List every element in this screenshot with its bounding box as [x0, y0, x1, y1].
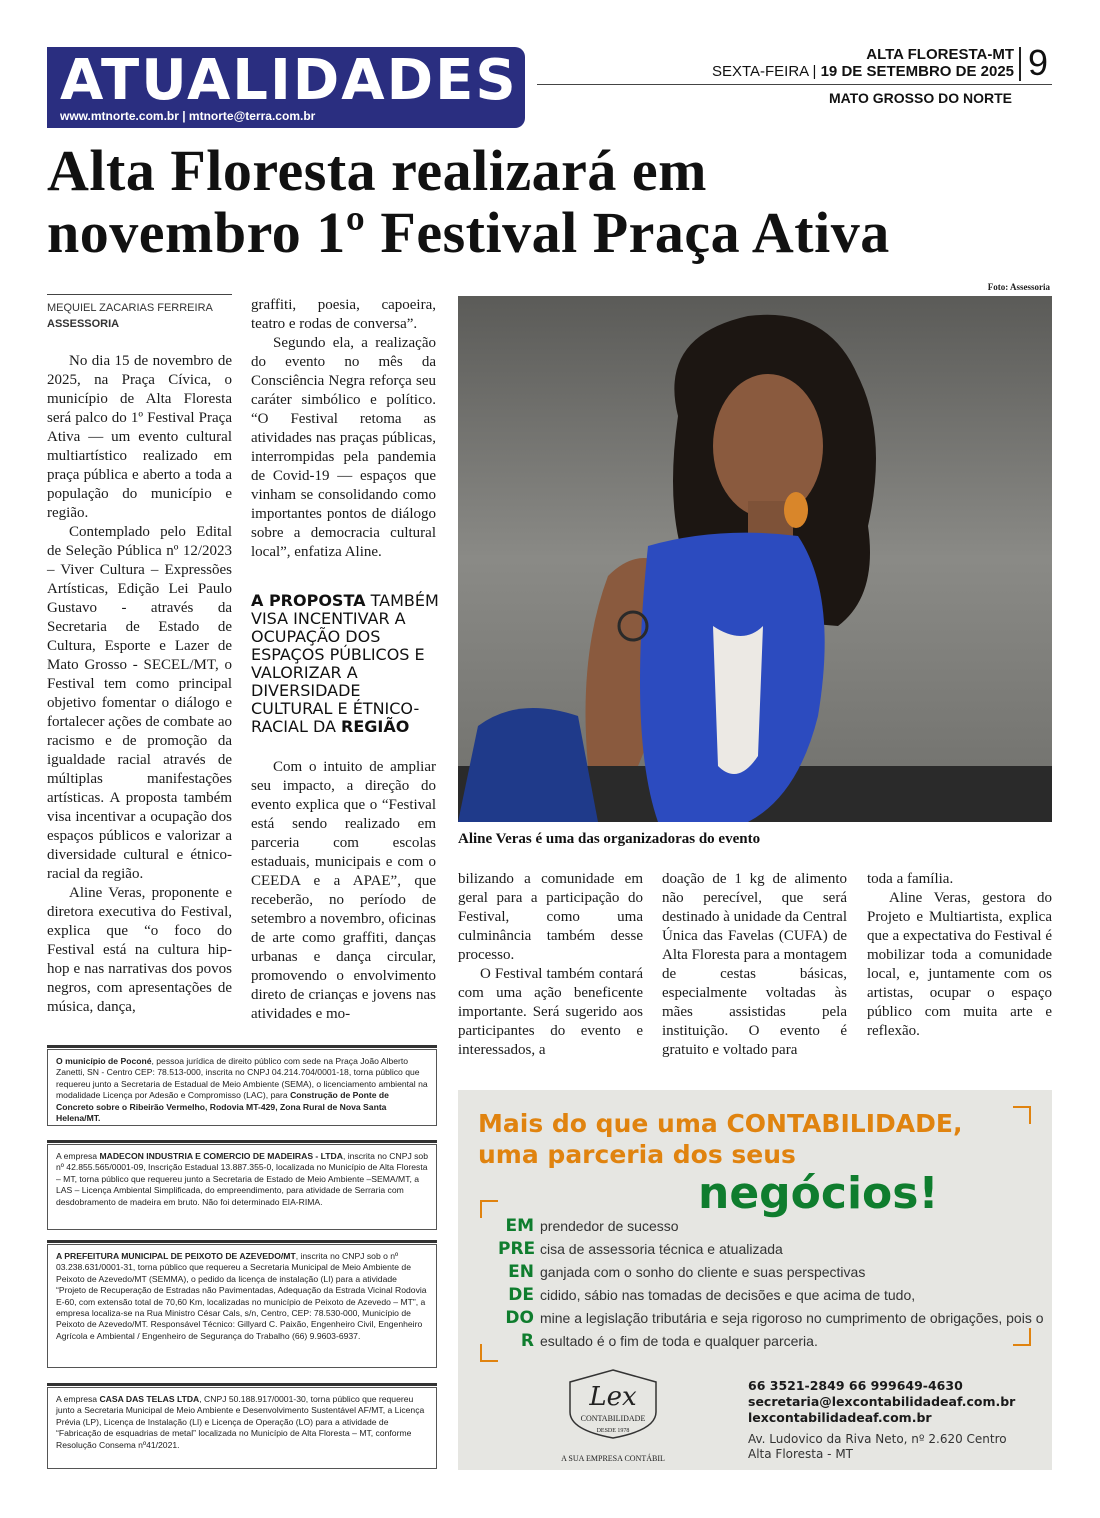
edition-city: ALTA FLORESTA-MT — [866, 46, 1014, 63]
acrostic-text: ganjada com o sonho do cliente e suas perspectivas — [540, 1264, 866, 1280]
notice-lead: MADECON INDUSTRIA E COMERCIO DE MADEIRAS - LTDA — [99, 1151, 343, 1161]
ad-contact — [748, 1378, 1015, 1426]
notice-text: , inscrita no CNPJ sob nº 42.855.565/0001-09, Inscrição Estadual 13.887.355-0, localizada no Município de Alta Floresta – MT, torna público que requereu junto a Secretaria de Estado de Meio Ambiente –SEMA/MT, a LAS – Licença Ambiental Simplificada, do empreendimento, para atividade de Serraria com desdobramento de madeira em bruto. Não foi determinado EIA-RIMA. — [56, 1151, 428, 1207]
article-column-3 — [458, 870, 643, 1060]
legal-notice-2 — [47, 1144, 437, 1230]
corner-bracket — [1013, 1106, 1031, 1124]
article-column-2b — [251, 758, 436, 1024]
edition-date-value: 19 DE SETEMBRO DE 2025 — [820, 63, 1014, 80]
paragraph: toda a família. — [867, 871, 954, 887]
legal-notice-4 — [47, 1387, 437, 1469]
acrostic-prefix: EN — [508, 1262, 534, 1282]
notice-text: , inscrita no CNPJ sob o nº 03.238.631/0001-31, torna público que requereu a Secretaria Municipal de Meio Ambiente de Peixoto de Azevedo/MT (SEMMA), o pedido da licença de instalação (LI) para a atividade “Projeto de Recuperação de Estradas não Pavimentadas, Adequação da Estrada Vicinal Rodovia E-60, com extensão total de 70,60 Km, localizadas no município de Peixoto de Azevedo – MT”, a empresa localiza-se na Rua Ministro César Cals, s/n, Centro, CEP: 78.530-000, Município de Peixoto de Azevedo/MT. Responsável Técnico: Gillyard C. Paixão, Engenheiro Civil, Engenheiro Agrícola e Ambiental / Engenheiro de Segurança do Trabalho (66) 9.9603-6937. — [56, 1251, 427, 1341]
corner-bracket — [480, 1344, 498, 1362]
notice-text: , pessoa jurídica de direito público com sede na Praça João Alberto Zanetti, SN - Centro CEP: 78.513-000, inscrita no CNPJ 04.214.704/0001-18, torna público que requereu junto a Secretaria de Estadual de Meio Ambiente (SEMA), o licenciamento ambiental na modalidade Licença por Adesão e Compromisso (LAC), para — [56, 1056, 428, 1101]
notice-text: , CNPJ 50.188.917/0001-30, torna público que requereu junto a Secretaria Municipal de Meio Ambiente e Desenvolvimento Sustentável AF/MT, a Licença Prévia (LP), Licença de Instalação (LI) e Licença de Operação (LO) para a atividade de “Fabricação de esquadrias de metal” localizada no Município de Alta Floresta – MT, conforme Resolução Consema nº41/2021. — [56, 1394, 425, 1450]
paragraph: Aline Veras, gestora do Projeto e Multiartista, explica que a expectativa do Festival é mobilizar toda a comunidade local, e, juntamente com os artistas, ocupar o espaço público com muita arte e reflexão. — [867, 890, 1052, 1039]
byline-rule — [47, 294, 232, 295]
acrostic-prefix: PRE — [498, 1239, 536, 1259]
lex-logo — [558, 1368, 668, 1468]
legal-notice-3 — [47, 1244, 437, 1368]
logo-tagline: A SUA EMPRESA CONTÁBIL — [561, 1454, 665, 1463]
ad-phones: 66 3521-2849 66 999649-4630 — [748, 1378, 963, 1393]
corner-bracket — [1013, 1328, 1031, 1346]
logo-since: DESDE 1978 — [596, 1428, 630, 1434]
photo-illustration — [458, 296, 1052, 822]
logo-sub: CONTABILIDADE — [580, 1414, 646, 1423]
article-photo — [458, 296, 1052, 822]
article-column-1 — [47, 352, 232, 1017]
acrostic-prefix: EM — [505, 1216, 534, 1236]
ad-website[interactable]: lexcontabilidadeaf.com.br — [748, 1410, 932, 1425]
edition-weekday: SEXTA-FEIRA — [711, 63, 809, 80]
notice-pre: A empresa — [56, 1151, 100, 1161]
paragraph: Contemplado pelo Edital de Seleção Pública nº 12/2023 – Viver Cultura – Expressões Artísticas, Edição Lei Paulo Gustavo - através da Secretaria de Estado de Cultura, Esporte e Lazer de Mato Grosso - SECEL/MT, o Festival tem como principal objetivo fomentar o diálogo e fortalecer ações de combate ao racismo e de promoção da igualdade racial através de múltiplas manifestações artísticas. A proposta também visa incentivar a ocupação dos espaços públicos e valorizar a diversidade cultural e étnico-racial da região. — [47, 524, 232, 882]
paragraph: Com o intuito de ampliar seu impacto, a direção do evento explica que o “Festival está sendo realizado em parceria com escolas estaduais, municipais e com o CEEDA e a APAE”, que receberão, no período de setembro a novembro, oficinas de arte como graffiti, danças urbanas e dança circular, promovendo o envolvimento direto de crianças e jovens nas atividades e mo- — [251, 759, 436, 1022]
page-divider — [1019, 47, 1021, 81]
edition-info — [712, 46, 1014, 80]
photo-credit: Foto: Assessoria — [987, 282, 1050, 292]
ad-headline-line-2: uma parceria dos seus — [478, 1140, 796, 1169]
acrostic-prefix: R — [520, 1331, 534, 1351]
advertisement — [458, 1090, 1052, 1470]
ad-headline-line-1: Mais do que uma CONTABILIDADE, — [478, 1109, 963, 1138]
acrostic-text: prendedor de sucesso — [540, 1218, 679, 1234]
byline-source: ASSESSORIA — [47, 318, 120, 330]
pull-quote-lead: A PROPOSTA — [251, 591, 366, 610]
article-column-4 — [662, 870, 847, 1060]
acrostic-prefix: DE — [508, 1285, 534, 1305]
pull-quote-end: REGIÃO — [341, 717, 410, 736]
notice-lead: CASA DAS TELAS LTDA — [99, 1394, 200, 1404]
section-contact: www.mtnorte.com.br | mtnorte@terra.com.br — [60, 109, 316, 123]
paragraph: O Festival também contará com uma ação beneficente importante. Será sugerido aos participantes do evento e interessados, a — [458, 966, 643, 1058]
paragraph: Aline Veras, proponente e diretora executiva do Festival, explica que “o foco do Festival está na cultura hip-hop e nas narrativas dos povos negros, com apresentações de música, dança, — [47, 885, 232, 1015]
newspaper-name: MATO GROSSO DO NORTE — [828, 90, 1012, 106]
edition-date: SEXTA-FEIRA | 19 DE SETEMBRO DE 2025 — [711, 63, 1014, 80]
acrostic-prefix: DO — [505, 1308, 534, 1328]
ad-address — [748, 1432, 1007, 1462]
paragraph: bilizando a comunidade em geral para a participação do Festival, como uma culminância também desse processo. — [458, 871, 643, 963]
paragraph: graffiti, poesia, capoeira, teatro e rodas de conversa”. — [251, 297, 436, 332]
paragraph: No dia 15 de novembro de 2025, na Praça Cívica, o município de Alta Floresta será palco do 1º Festival Praça Ativa — um evento cultural multiartístico realizado em praça pública e aberto a toda a população do município e região. — [47, 353, 232, 521]
notice-lead: A PREFEITURA MUNICIPAL DE PEIXOTO DE AZEVEDO/MT — [56, 1251, 296, 1261]
header-rule — [537, 84, 1052, 85]
ad-address-line-1: Av. Ludovico da Riva Neto, nº 2.620 Centro — [748, 1432, 1007, 1446]
pull-quote — [251, 592, 441, 736]
acrostic-text: esultado é o fim de toda e qualquer parceria. — [540, 1333, 818, 1349]
acrostic-text: mine a legislação tributária e seja rigoroso no cumprimento de obrigações, pois o — [540, 1310, 1044, 1326]
notice-rule — [47, 1383, 437, 1386]
pull-quote-text: TAMBÉM VISA INCENTIVAR A OCUPAÇÃO DOS ESPAÇOS PÚBLICOS E VALORIZAR A DIVERSIDADE CULTURAL E ÉTNICO-RACIAL DA — [251, 591, 439, 736]
page-number: 9 — [1028, 42, 1049, 83]
notice-rule — [47, 1140, 437, 1143]
notice-lead: O município de Poconé — [56, 1056, 152, 1066]
article-column-2 — [251, 296, 436, 562]
photo-caption: Aline Veras é uma das organizadoras do evento — [458, 831, 761, 847]
section-title: ATUALIDADES — [60, 48, 518, 113]
ad-address-line-2: Alta Floresta - MT — [748, 1447, 853, 1461]
acrostic-text: cidido, sábio nas tomadas de decisões e que acima de tudo, — [540, 1287, 916, 1303]
headline — [47, 140, 1057, 264]
ad-headline — [478, 1108, 962, 1170]
notice-rule — [47, 1240, 437, 1243]
byline-author: MEQUIEL ZACARIAS FERREIRA — [47, 302, 213, 314]
corner-bracket — [480, 1200, 498, 1218]
acrostic-text: cisa de assessoria técnica e atualizada — [540, 1241, 783, 1257]
notice-pre: A empresa — [56, 1394, 100, 1404]
legal-notice-1 — [47, 1049, 437, 1126]
paragraph: doação de 1 kg de alimento não perecível, que será destinado à unidade da Central Única das Favelas (CUFA) de Alta Floresta para a montagem de cestas básicas, especialmente voltadas às mães assistidas pela instituição. O evento é gratuito e voltado para — [662, 871, 847, 1058]
ad-headline-big: negócios! — [698, 1168, 939, 1219]
logo-name: Lex — [589, 1382, 637, 1412]
notice-rule — [47, 1045, 437, 1048]
article-column-5 — [867, 870, 1052, 1041]
notice-tail: Construção de Ponte de Concreto sobre o Ribeirão Vermelho, Rodovia MT-429, Zona Rural de Nova Santa Helena/MT. — [56, 1090, 389, 1124]
headline-line-2: novembro 1º Festival Praça Ativa — [47, 200, 890, 265]
ad-email[interactable]: secretaria@lexcontabilidadeaf.com.br — [748, 1394, 1016, 1409]
paragraph: Segundo ela, a realização do evento no mês da Consciência Negra reforça seu caráter simbólico e político. “O Festival retoma as atividades nas praças públicas, interrompidas pela pandemia de Covid-19 — espaços que vinham se consolidando como importantes pontos de diálogo sobre a democracia cultural local”, enfatiza Aline. — [251, 335, 436, 560]
headline-line-1: Alta Floresta realizará em — [47, 138, 707, 203]
